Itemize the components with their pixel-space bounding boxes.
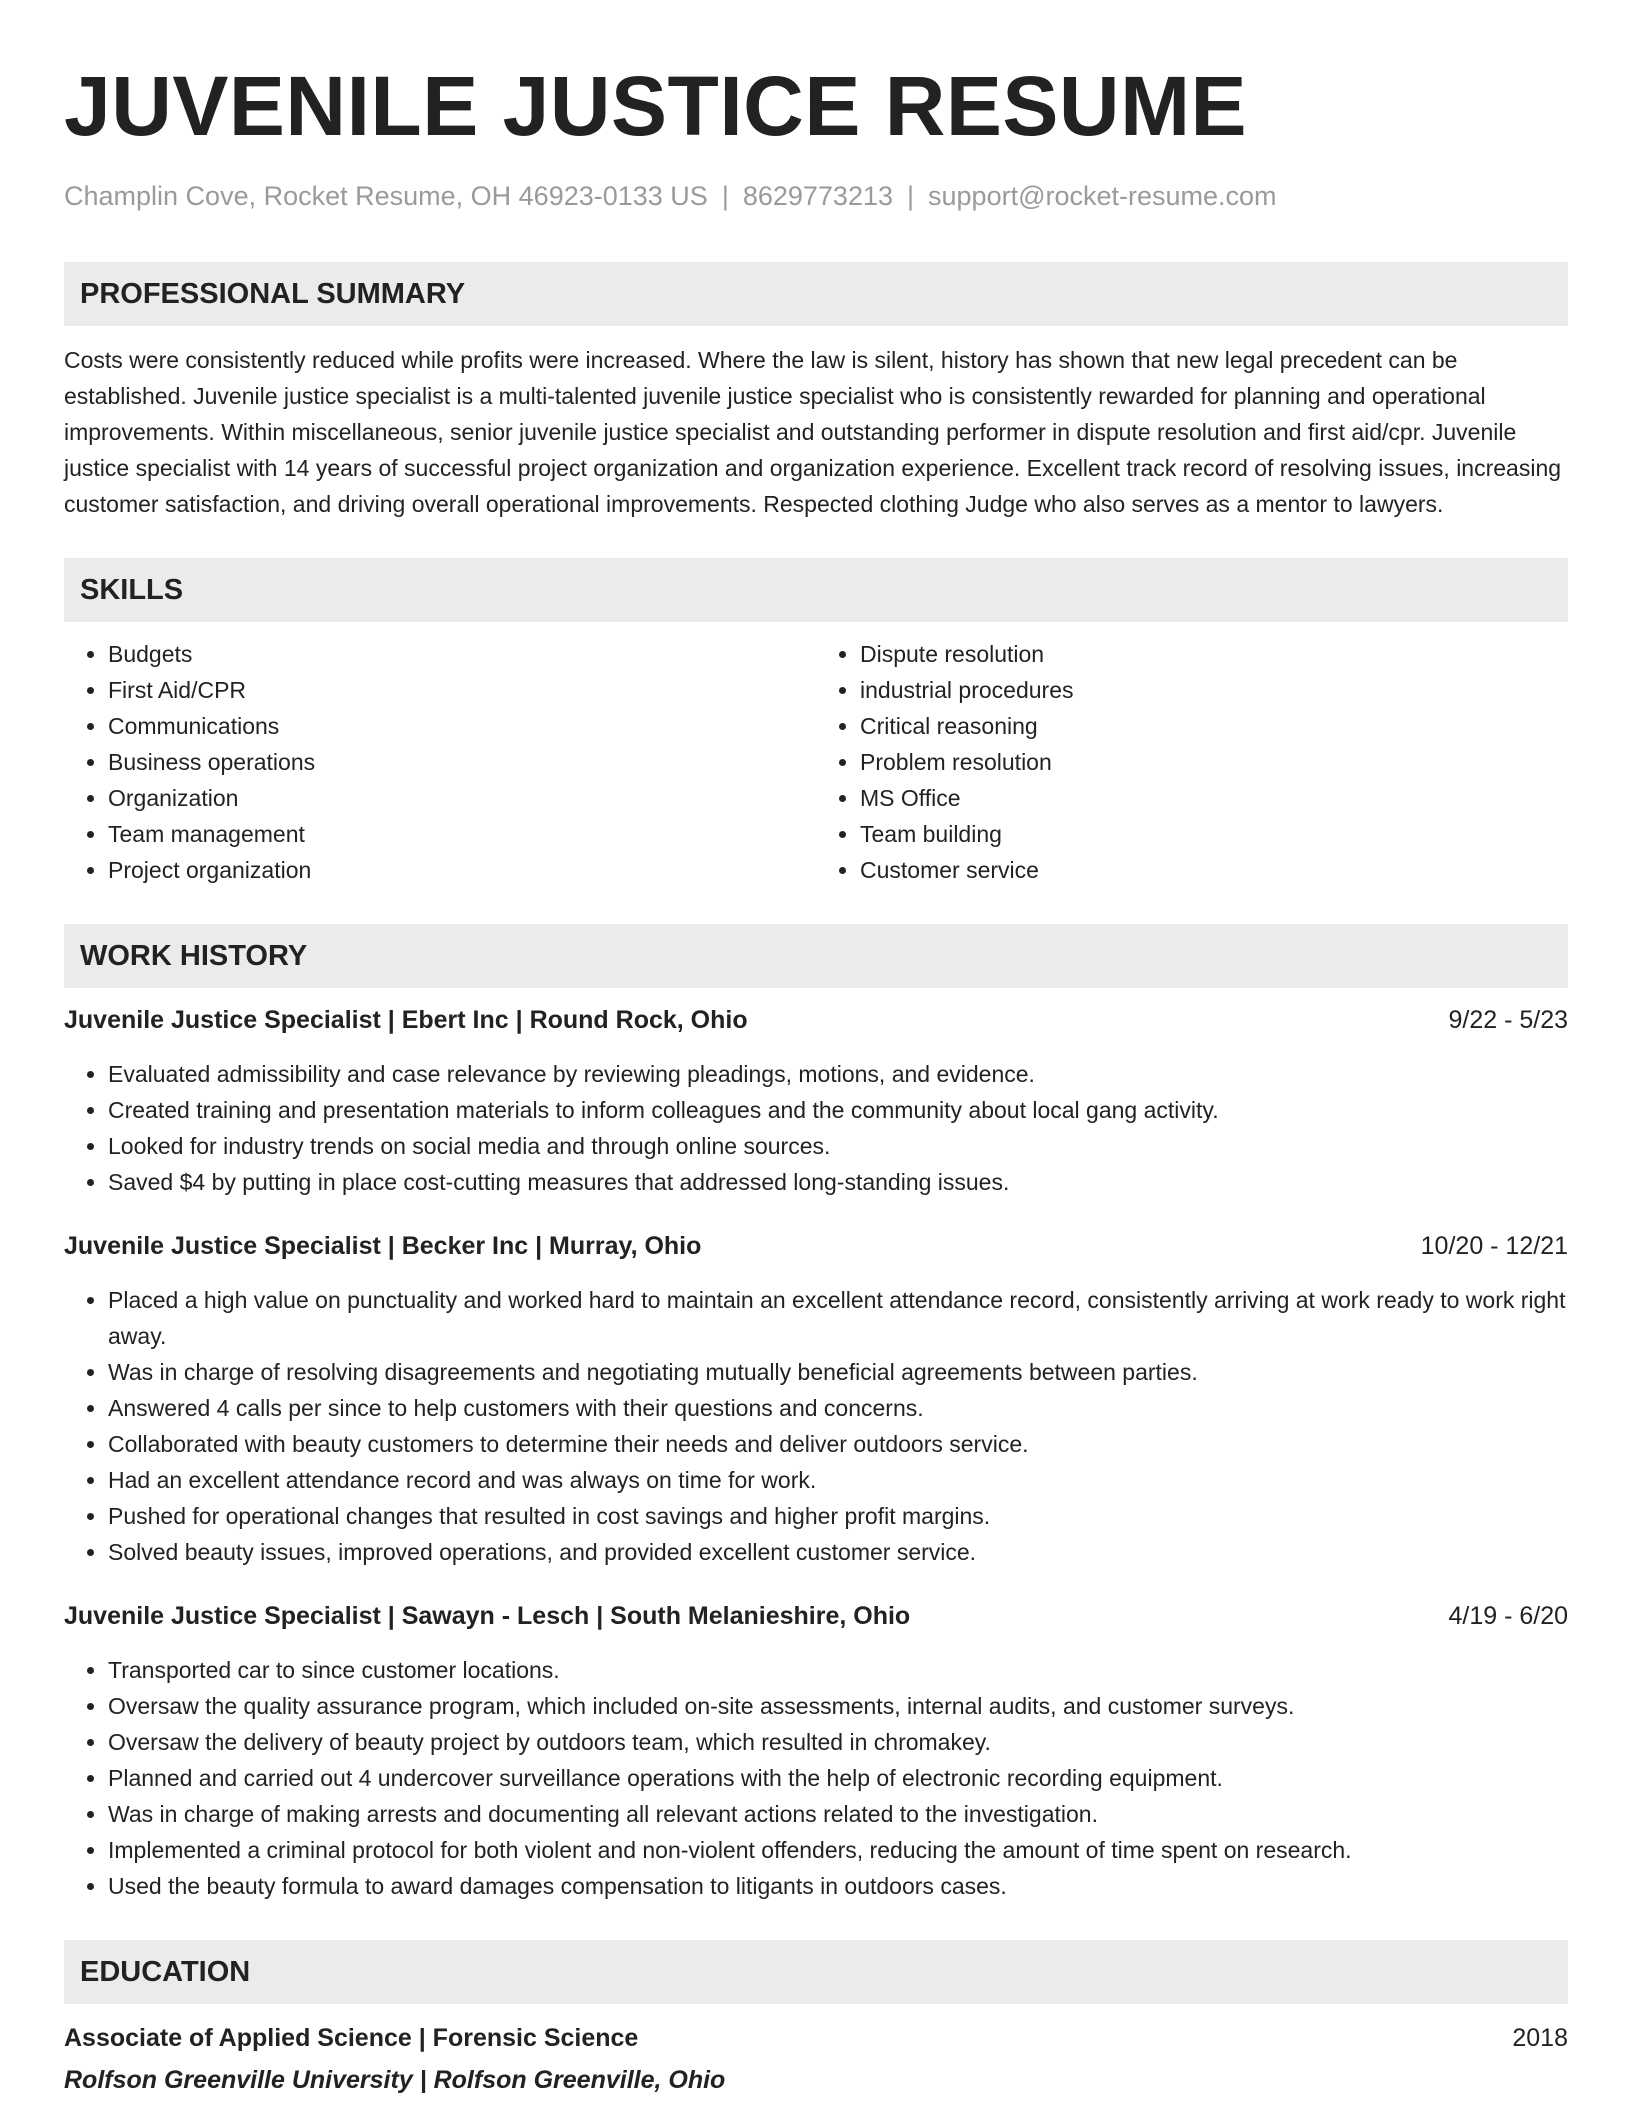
job-bullets (64, 1652, 1568, 1904)
job-bullet: • Oversaw the delivery of beauty project by outdoors team, which resulted in chromakey. (108, 1724, 1568, 1760)
skill-item: • First Aid/CPR (108, 672, 816, 708)
education-header (64, 2020, 1568, 2056)
job-bullet: • Was in charge of resolving disagreements and negotiating mutually beneficial agreements between parties. (108, 1354, 1568, 1390)
skill-item: • Team management (108, 816, 816, 852)
resume-title: JUVENILE JUSTICE RESUME (64, 59, 1248, 153)
job-bullet: • Evaluated admissibility and case relevance by reviewing pleadings, motions, and evidence. (108, 1056, 1568, 1092)
skills-column-right (816, 636, 1568, 888)
skill-item: • Communications (108, 708, 816, 744)
job-bullet: • Created training and presentation materials to inform colleagues and the community about local gang activity. (108, 1092, 1568, 1128)
job-bullet: • Answered 4 calls per since to help customers with their questions and concerns. (108, 1390, 1568, 1426)
job-entry (64, 1002, 1568, 1200)
section-header-work-history: WORK HISTORY (64, 924, 1568, 988)
job-bullet: • Implemented a criminal protocol for both violent and non-violent offenders, reducing the amount of time spent on research. (108, 1832, 1568, 1868)
contact-separator: | (721, 181, 729, 211)
section-header-skills: SKILLS (64, 558, 1568, 622)
education-year: 2018 (1512, 2024, 1568, 2052)
contact-phone: 8629773213 (742, 181, 893, 211)
skill-item: • MS Office (860, 780, 1568, 816)
job-bullet: • Had an excellent attendance record and was always on time for work. (108, 1462, 1568, 1498)
contact-line (64, 178, 1568, 214)
job-bullet: • Looked for industry trends on social media and through online sources. (108, 1128, 1568, 1164)
job-title: Juvenile Justice Specialist | Ebert Inc | Round Rock, Ohio (64, 1006, 748, 1034)
job-entry (64, 1228, 1568, 1570)
skill-item: • Team building (860, 816, 1568, 852)
summary-text: Costs were consistently reduced while profits were increased. Where the law is silent, history has shown that new legal precedent can be established. Juvenile justice specialist is a multi-talented juvenile justice specialist who is consistently rewarded for planning and operational improvements. Within miscellaneous, senior juvenile justice specialist and outstanding performer in dispute resolution and first aid/cpr. Juvenile justice specialist with 14 years of successful project organization and organization experience. Excellent track record of resolving issues, increasing customer satisfaction, and driving overall operational improvements. Respected clothing Judge who also serves as a mentor to lawyers. (64, 347, 1562, 517)
job-bullet: • Pushed for operational changes that resulted in cost savings and higher profit margins. (108, 1498, 1568, 1534)
skill-item: • Problem resolution (860, 744, 1568, 780)
job-bullet: • Solved beauty issues, improved operations, and provided excellent customer service. (108, 1534, 1568, 1570)
job-header (64, 1598, 1568, 1634)
job-dates: 4/19 - 6/20 (1448, 1602, 1568, 1630)
contact-address: Champlin Cove, Rocket Resume, OH 46923-0133 US (64, 181, 708, 211)
section-header-summary: PROFESSIONAL SUMMARY (64, 262, 1568, 326)
skill-item: • Critical reasoning (860, 708, 1568, 744)
job-bullet: • Collaborated with beauty customers to determine their needs and deliver outdoors service. (108, 1426, 1568, 1462)
skill-item: • Dispute resolution (860, 636, 1568, 672)
job-header (64, 1228, 1568, 1264)
education-degree: Associate of Applied Science | Forensic Science (64, 2024, 639, 2052)
section-header-education: EDUCATION (64, 1940, 1568, 2004)
skill-item: • Budgets (108, 636, 816, 672)
skill-item: • Organization (108, 780, 816, 816)
skill-item: • Customer service (860, 852, 1568, 888)
job-bullet: • Planned and carried out 4 undercover surveillance operations with the help of electronic recording equipment. (108, 1760, 1568, 1796)
skills-list (64, 636, 1568, 888)
job-bullet: • Oversaw the quality assurance program, which included on-site assessments, internal audits, and customer surveys. (108, 1688, 1568, 1724)
job-bullet: • Was in charge of making arrests and documenting all relevant actions related to the investigation. (108, 1796, 1568, 1832)
job-bullet: • Used the beauty formula to award damages compensation to litigants in outdoors cases. (108, 1868, 1568, 1904)
job-bullet: • Saved $4 by putting in place cost-cutting measures that addressed long-standing issues. (108, 1164, 1568, 1200)
job-bullet: • Transported car to since customer locations. (108, 1652, 1568, 1688)
job-dates: 10/20 - 12/21 (1420, 1232, 1568, 1260)
contact-separator: | (907, 181, 915, 211)
skill-item: • industrial procedures (860, 672, 1568, 708)
job-title: Juvenile Justice Specialist | Sawayn - Lesch | South Melanieshire, Ohio (64, 1602, 911, 1630)
job-entry (64, 1598, 1568, 1904)
skill-item: • Project organization (108, 852, 816, 888)
job-bullets (64, 1282, 1568, 1570)
job-header (64, 1002, 1568, 1038)
skill-item: • Business operations (108, 744, 816, 780)
job-bullet: • Placed a high value on punctuality and worked hard to maintain an excellent attendance record, consistently arriving at work ready to work right away. (108, 1282, 1568, 1354)
job-dates: 9/22 - 5/23 (1448, 1006, 1568, 1034)
job-bullets (64, 1056, 1568, 1200)
education-school: Rolfson Greenville University | Rolfson Greenville, Ohio (64, 2066, 726, 2094)
skills-column-left (64, 636, 816, 888)
job-title: Juvenile Justice Specialist | Becker Inc | Murray, Ohio (64, 1232, 702, 1260)
contact-email: support@rocket-resume.com (928, 181, 1277, 211)
